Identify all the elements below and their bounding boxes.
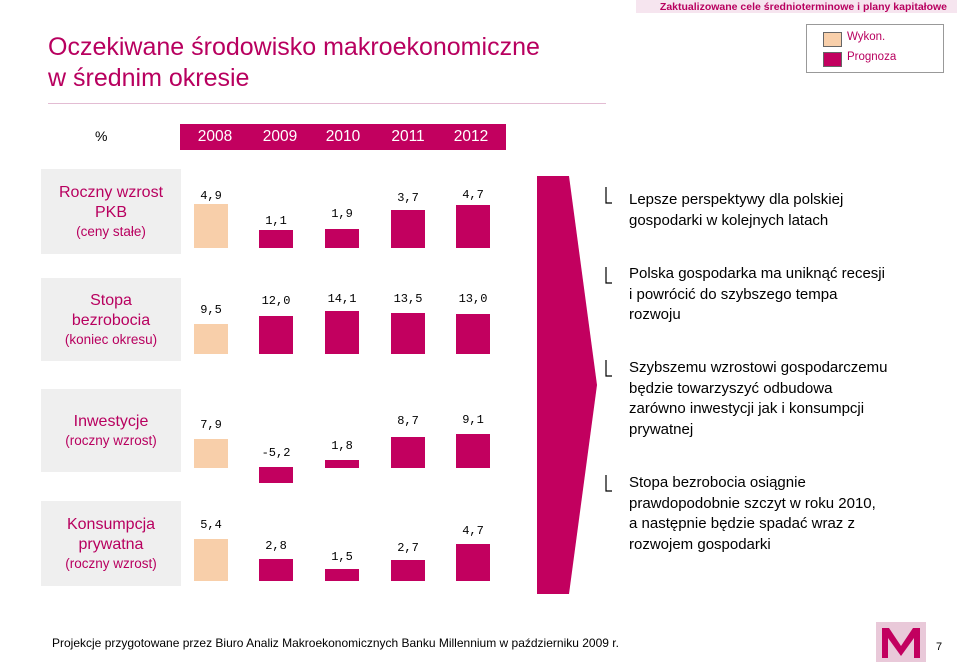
value-consumption-2012: 4,7 (462, 524, 484, 538)
page-title-line-1: Oczekiwane środowisko makroekonomiczne (48, 33, 540, 61)
value-unemployment-2010: 14,1 (327, 292, 357, 306)
value-investment-2010: 1,8 (331, 439, 353, 453)
value-unemployment-2012: 13,0 (458, 292, 488, 306)
value-gdp-2012: 4,7 (462, 188, 484, 202)
value-investment-2011: 8,7 (397, 414, 419, 428)
row-label-gdp-line-2: PKB (94, 203, 127, 221)
value-unemployment-2009: 12,0 (261, 294, 291, 308)
bullet-line: a następnie będzie spadać wraz z (629, 515, 855, 532)
bar-unemployment-2009 (259, 316, 293, 354)
page-title-line-2: w średnim okresie (48, 64, 250, 92)
bullet-text (629, 473, 876, 555)
bullet-line: Lepsze perspektywy dla polskiej (629, 191, 844, 208)
bullet-line: prawdopodobnie szczyt w roku 2010, (629, 494, 876, 512)
bullet-text (629, 264, 885, 326)
bar-investment-2012 (456, 434, 490, 468)
bar-unemployment-2010 (325, 311, 359, 354)
value-unemployment-2011: 13,5 (393, 292, 423, 306)
legend-swatch-actual (823, 32, 842, 47)
bar-investment-2009 (259, 467, 293, 483)
footer-note: Projekcje przygotowane przez Biuro Analiz Makroekonomicznych Banku Millennium w październiku 2009 r. (52, 636, 619, 650)
row-label-consumption-line-2: prywatna (78, 535, 144, 553)
row-label-consumption-line-1: Konsumpcja (66, 515, 156, 533)
row-label-gdp (41, 169, 181, 254)
value-gdp-2010: 1,9 (331, 207, 353, 221)
bar-unemployment-2012 (456, 314, 490, 354)
bar-consumption-2009 (259, 559, 293, 581)
title-divider (48, 103, 606, 104)
page-number: 7 (936, 641, 943, 653)
bullet-line: i powrócić do szybszego tempa (629, 285, 838, 303)
bullet-icon (602, 359, 614, 378)
bullet-line: Stopa bezrobocia osiągnie (629, 474, 806, 491)
bar-unemployment-2008 (194, 324, 228, 354)
bullet-line: Szybszemu wzrostowi gospodarczemu (629, 359, 888, 376)
bar-investment-2008 (194, 439, 228, 468)
section-header-text: Zaktualizowane cele średnioterminowe i plany kapitałowe (659, 1, 947, 13)
value-consumption-2008: 5,4 (200, 518, 222, 532)
row-label-unemployment-sub: (koniec okresu) (64, 331, 158, 347)
bullet-icon (602, 186, 614, 205)
bar-gdp-2008 (194, 204, 228, 248)
row-label-consumption-sub: (roczny wzrost) (65, 555, 157, 571)
bank-millennium-logo-icon (876, 622, 926, 662)
value-gdp-2009: 1,1 (265, 214, 287, 228)
value-investment-2012: 9,1 (462, 413, 484, 427)
bullet-text (629, 190, 843, 231)
bullet-line: zarówno inwestycji jak i konsumpcji (629, 400, 865, 417)
row-label-gdp-line-1: Roczny wzrost (58, 183, 164, 201)
section-header-band (636, 0, 957, 13)
value-gdp-2011: 3,7 (397, 191, 419, 205)
year-2009: 2009 (262, 128, 298, 145)
value-unemployment-2008: 9,5 (200, 303, 222, 317)
bullet-icon (602, 474, 614, 493)
bar-consumption-2011 (391, 560, 425, 581)
bullet-text (629, 358, 887, 440)
value-consumption-2009: 2,8 (265, 539, 287, 553)
year-2008: 2008 (197, 128, 233, 145)
row-label-unemployment-line-1: Stopa (90, 291, 132, 309)
bullet-line: prywatnej (629, 420, 694, 438)
bar-investment-2010 (325, 460, 359, 468)
year-2012: 2012 (453, 128, 489, 145)
bar-consumption-2012 (456, 544, 490, 581)
row-label-investment-line-1: Inwestycje (73, 412, 149, 430)
row-label-consumption (41, 501, 181, 586)
bullet-icon (602, 266, 614, 285)
value-consumption-2011: 2,7 (397, 541, 419, 555)
row-label-unemployment (41, 278, 181, 361)
value-investment-2008: 7,9 (200, 418, 222, 432)
row-label-investment-sub: (roczny wzrost) (65, 432, 157, 448)
chart-legend (806, 24, 944, 73)
value-investment-2009: -5,2 (261, 446, 291, 460)
year-2011: 2011 (391, 128, 425, 145)
bullet-line: gospodarki w kolejnych latach (629, 211, 829, 229)
bar-gdp-2009 (259, 230, 293, 248)
year-2010: 2010 (325, 128, 361, 145)
bullet-line: Polska gospodarka ma uniknąć recesji (629, 265, 885, 282)
bar-consumption-2010 (325, 569, 359, 581)
bar-consumption-2008 (194, 539, 228, 581)
bar-investment-2011 (391, 437, 425, 468)
legend-label-actual: Wykon. (847, 31, 886, 43)
unit-label: % (95, 128, 108, 144)
page-title (48, 32, 540, 94)
bar-gdp-2010 (325, 229, 359, 248)
value-consumption-2010: 1,5 (331, 550, 353, 564)
bullet-line: rozwoju (629, 306, 681, 323)
bar-unemployment-2011 (391, 313, 425, 354)
bullet-line: rozwojem gospodarki (629, 535, 771, 553)
value-gdp-2008: 4,9 (200, 189, 222, 203)
row-label-gdp-sub: (ceny stałe) (76, 223, 146, 239)
chevron-arrow-icon (537, 176, 597, 594)
bullet-line: będzie towarzyszyć odbudowa (629, 379, 833, 397)
row-label-unemployment-line-2: bezrobocia (71, 311, 151, 329)
legend-swatch-forecast (823, 52, 842, 67)
year-header (180, 124, 506, 150)
legend-label-forecast: Prognoza (847, 51, 897, 63)
bar-gdp-2011 (391, 210, 425, 248)
bar-gdp-2012 (456, 205, 490, 248)
row-label-investment (41, 389, 181, 472)
